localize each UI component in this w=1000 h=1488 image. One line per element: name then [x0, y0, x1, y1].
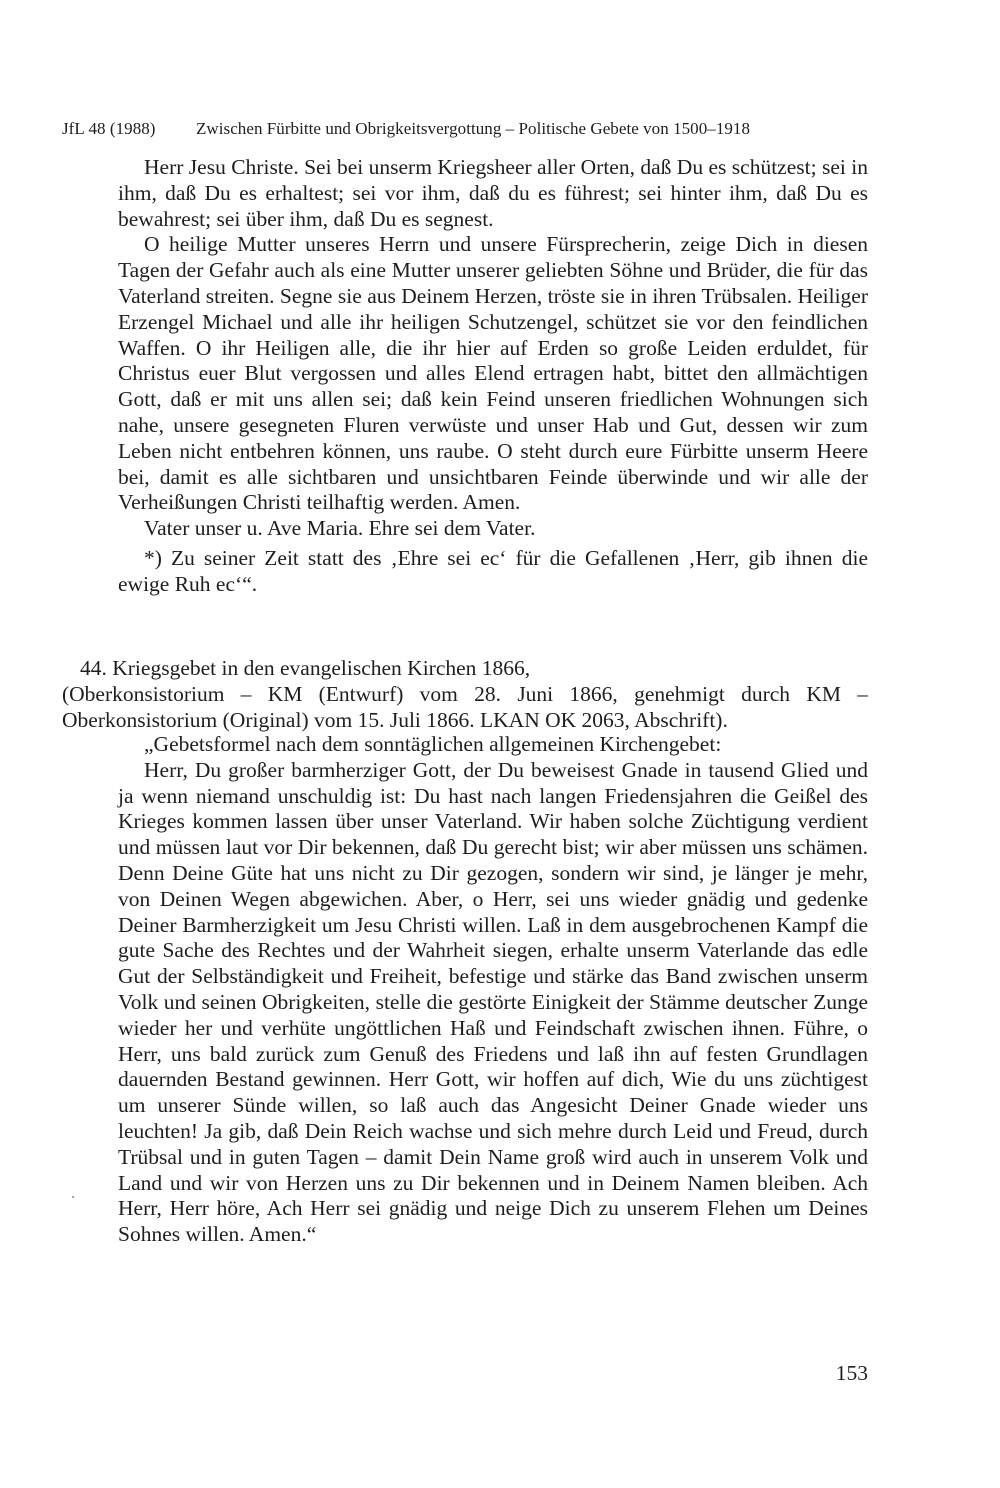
scan-speck — [72, 1196, 74, 1198]
prayer-text — [118, 732, 868, 1248]
page-number: 153 — [835, 1361, 868, 1385]
paragraph: Herr, Du großer barmherziger Gott, der Du beweisest Gnade in tausend Glied und ja wenn niemand unschuldig ist: Du hast nach langen Friedensjahren die Geißel des Krieges kommen lassen über unser Vaterland. Wir haben solche Züchtigung verdient und müssen laut vor Dir bekennen, daß Du gerecht bist; wir aber müssen uns schämen. Denn Deine Güte hat uns nicht zu Dir gezogen, sondern wir sind, je länger je mehr, von Deinen Wegen abgewichen. Aber, o Herr, sei uns wieder gnädig und gedenke Deiner Barmherzigkeit um Jesu Christi willen. Laß in dem ausgebrochenen Kampf die gute Sache des Rechtes und der Wahrheit siegen, erhalte unserm Vaterlande das edle Gut der Selbständigkeit und Freiheit, befestige und stärke das Band zwischen unserm Volk und seinen Obrigkeiten, stelle die gestörte Einigkeit der Stämme deutscher Zunge wieder her und verhüte ungöttlichen Haß und Feindschaft zwischen ihnen. Führe, o Herr, uns bald zurück zum Genuß des Friedens und laß ihn auf festen Grundlagen dauernden Bestand gewinnen. Herr Gott, wir hoffen auf dich, Wie du uns züchtigest um unserer Sünde willen, so laß auch das Angesicht Deiner Gnade wieder uns leuchten! Ja gib, daß Dein Reich wachse und sich mehre durch Leid und Freud, durch Trübsal und in guten Tagen – damit Dein Name groß wird auch in unserem Volk und Land und wir von Herzen uns zu Dir bekennen und in Deinem Namen bleiben. Ach Herr, Herr höre, Ach Herr sei gnädig und neige Dich zu unserem Flehen um Deines Sohnes willen. Amen.“ — [118, 757, 868, 1247]
entry-source: (Oberkonsistorium – KM (Entwurf) vom 28. Juni 1866, genehmigt durch KM – Oberkonsistorium (Original) vom 15. Juli 1866. LKAN OK 2063, Abschrift). — [62, 681, 868, 732]
prayer-text-continued — [118, 155, 868, 598]
entry-title: 44. Kriegsgebet in den evangelischen Kirchen 1866, — [80, 656, 531, 680]
running-header — [62, 118, 882, 140]
paragraph: Vater unser u. Ave Maria. Ehre sei dem Vater. — [144, 516, 536, 541]
running-title: Zwischen Fürbitte und Obrigkeitsvergottung – Politische Gebete von 1500–1918 — [196, 119, 751, 138]
journal-reference: JfL 48 (1988) — [62, 119, 156, 138]
paragraph: Herr Jesu Christe. Sei bei unserm Kriegsheer aller Orten, daß Du es schützest; sei in ihm, daß Du es erhaltest; sei vor ihm, daß du es führest; sei hinter ihm, daß Du es bewahrest; sei über ihm, daß Du es segnest. — [118, 155, 868, 231]
paragraph: O heilige Mutter unseres Herrn und unsere Fürsprecherin, zeige Dich in diesen Tagen der Gefahr auch als eine Mutter unserer geliebten Söhne und Brüder, die für das Vaterland streiten. Segne sie aus Deinem Herzen, tröste sie in ihren Trübsalen. Heiliger Erzengel Michael und alle ihr heiligen Schutzengel, schützet sie vor den feindlichen Waffen. O ihr Heiligen alle, die ihr hier auf Erden so große Leiden erduldet, für Christus euer Blut vergossen und alles Elend ertragen habt, bittet den allmächtigen Gott, daß er mit uns allen sei; daß kein Feind unseren friedlichen Wohnungen sich nahe, unsere gesegneten Fluren verwüste und unser Hab und Gut, dessen wir zum Leben nicht entbehren können, uns raube. O steht durch eure Fürbitte unserm Heere bei, damit es alle sichtbaren und unsichtbaren Feinde überwinde und wir alle der Verheißungen Christi teilhaftig werden. Amen. — [118, 232, 868, 515]
document-entry-heading — [62, 656, 868, 733]
paragraph: „Gebetsformel nach dem sonntäglichen allgemeinen Kirchengebet: — [144, 732, 722, 756]
footnote-paragraph: *) Zu seiner Zeit statt des ‚Ehre sei ec‘ für die Gefallenen ‚Herr, gib ihnen die ewige Ruh ec‘“. — [118, 545, 868, 596]
